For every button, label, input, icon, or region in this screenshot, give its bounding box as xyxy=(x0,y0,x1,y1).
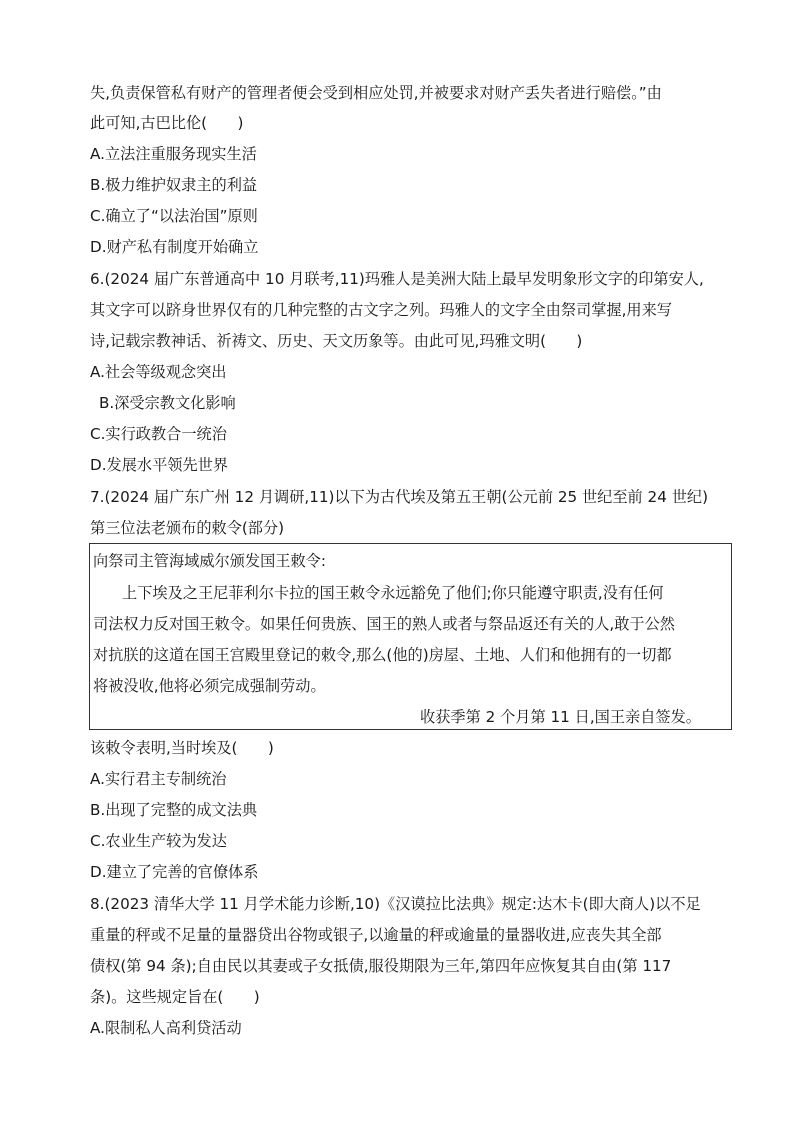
q5-line-2: 此可知,古巴比伦( ) xyxy=(90,114,244,132)
edict-body-line-3: 对抗朕的这道在国王宫殿里登记的敕令,那么(他的)房屋、土地、人们和他拥有的一切都 xyxy=(93,646,672,664)
q6-option-a: A.社会等级观念突出 xyxy=(90,363,227,381)
q6-line-1: 6.(2024 届广东普通高中 10 月联考,11)玛雅人是美洲大陆上最早发明象形文字的印第安人, xyxy=(90,270,704,288)
q6-line-2: 其文字可以跻身世界仅有的几种完整的古文字之列。玛雅人的文字全由祭司掌握,用来写 xyxy=(90,301,672,319)
edict-box xyxy=(89,543,732,730)
q8-line-2: 重量的秤或不足量的量器贷出谷物或银子,以逾量的秤或逾量的量器收进,应丧失其全部 xyxy=(90,926,662,944)
q8-line-4: 条)。这些规定旨在( ) xyxy=(90,988,260,1006)
q7-stem: 该敕令表明,当时埃及( ) xyxy=(90,739,274,757)
q5-line-1: 失,负责保管私有财产的管理者便会受到相应处罚,并被要求对财产丢失者进行赔偿。”由 xyxy=(90,84,662,102)
q8-option-a: A.限制私人高利贷活动 xyxy=(90,1019,242,1037)
q6-option-d: D.发展水平领先世界 xyxy=(90,456,229,474)
edict-body-line-2: 司法权力反对国王敕令。如果任何贵族、国王的熟人或者与祭品返还有关的人,敢于公然 xyxy=(93,615,675,633)
q7-line-1: 7.(2024 届广东广州 12 月调研,11)以下为古代埃及第五王朝(公元前 25 世纪至前 24 世纪) xyxy=(90,488,709,506)
q6-line-3: 诗,记载宗教神话、祈祷文、历史、天文历象等。由此可见,玛雅文明( ) xyxy=(90,332,583,350)
q6-option-c: C.实行政教合一统治 xyxy=(90,425,227,443)
q7-option-b: B.出现了完整的成文法典 xyxy=(90,801,258,819)
edict-header: 向祭司主管海域威尔颁发国王敕令: xyxy=(93,552,326,570)
q7-option-a: A.实行君主专制统治 xyxy=(90,770,227,788)
q6-option-b: B.深受宗教文化影响 xyxy=(99,394,236,412)
q8-line-1: 8.(2023 清华大学 11 月学术能力诊断,10)《汉谟拉比法典》规定:达木卡(即大商人)以不足 xyxy=(90,895,701,913)
edict-body-line-1: 上下埃及之王尼菲利尔卡拉的国王敕令永远豁免了他们;你只能遵守职责,没有任何 xyxy=(122,584,664,602)
q7-line-2: 第三位法老颁布的敕令(部分) xyxy=(90,519,285,537)
edict-signature: 收获季第 2 个月第 11 日,国王亲自签发。 xyxy=(420,708,701,726)
q5-option-d: D.财产私有制度开始确立 xyxy=(90,238,259,256)
q5-option-c: C.确立了“以法治国”原则 xyxy=(90,207,258,225)
q7-option-c: C.农业生产较为发达 xyxy=(90,832,227,850)
q7-option-d: D.建立了完善的官僚体系 xyxy=(90,863,259,881)
edict-body-line-4: 将被没收,他将必须完成强制劳动。 xyxy=(93,677,326,695)
q5-option-b: B.极力维护奴隶主的利益 xyxy=(90,176,258,194)
q5-option-a: A.立法注重服务现实生活 xyxy=(90,145,257,163)
q8-line-3: 债权(第 94 条);自由民以其妻或子女抵债,服役期限为三年,第四年应恢复其自由(第 117 xyxy=(90,957,672,975)
